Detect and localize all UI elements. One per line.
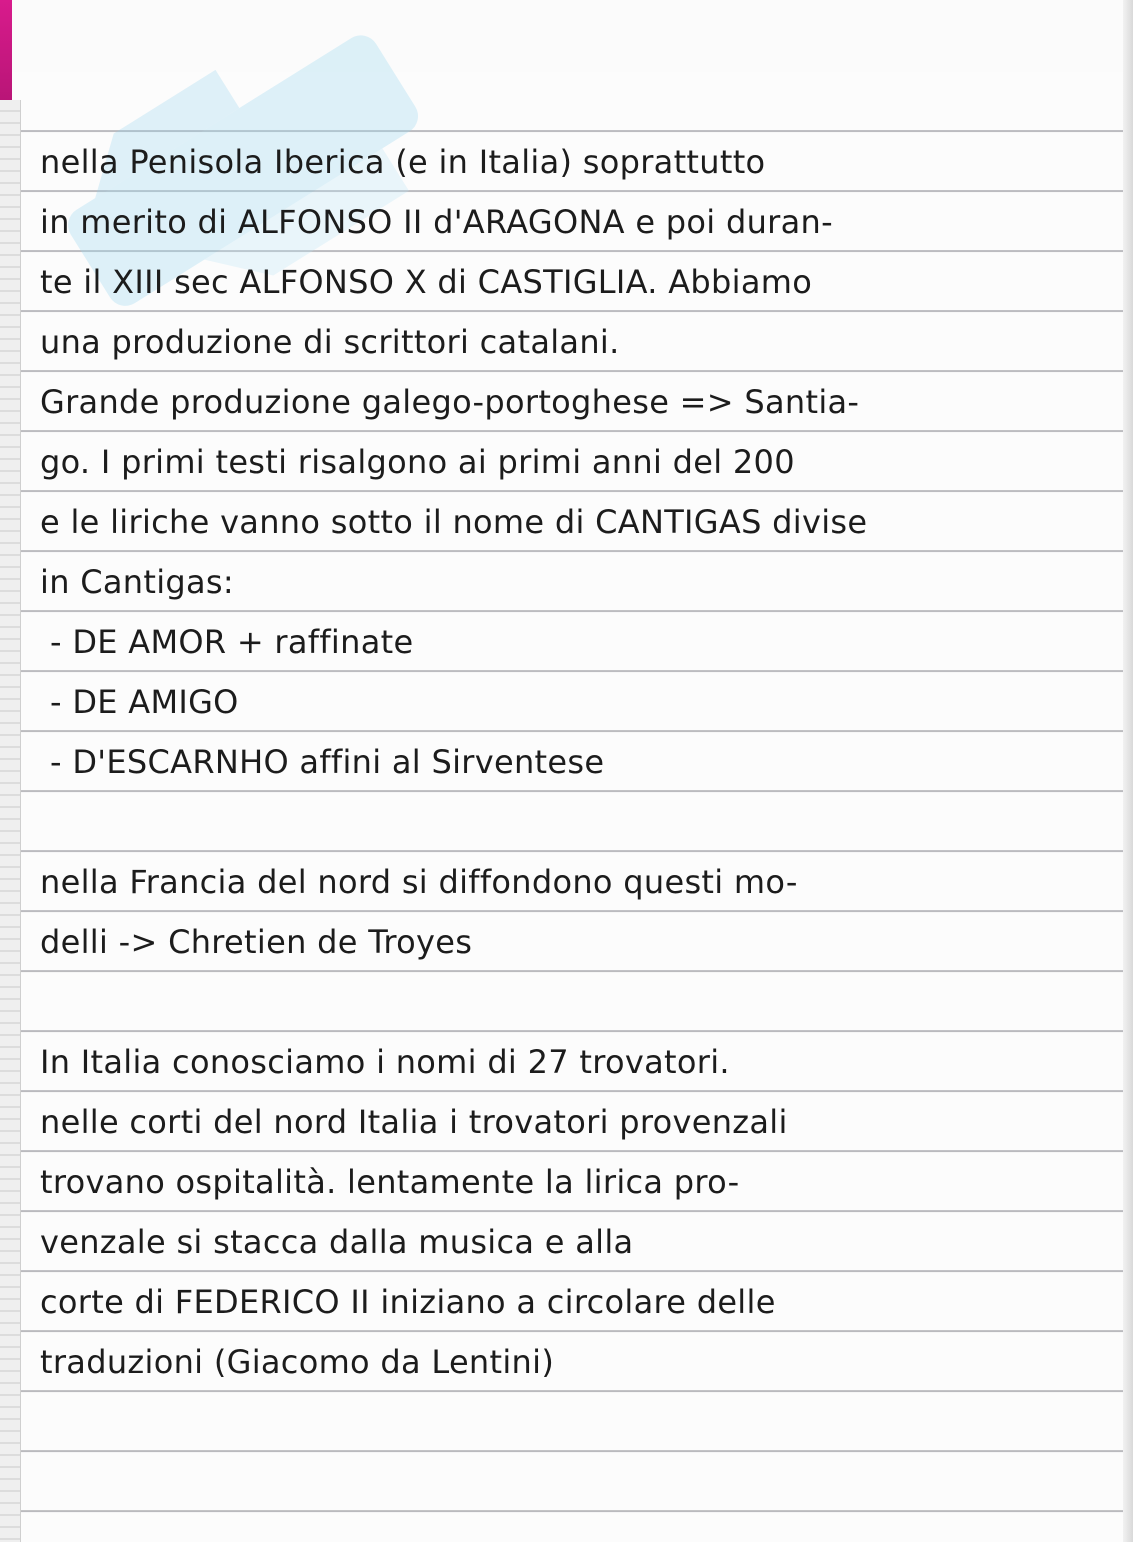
note-line: In Italia conosciamo i nomi di 27 trovatori. [40,1043,730,1081]
note-line: trovano ospitalità. lentamente la lirica pro- [40,1163,740,1201]
list-item: - DE AMOR + raffinate [50,623,414,661]
note-line: una produzione di scrittori catalani. [40,323,620,361]
note-line: Grande produzione galego-portoghese => Santia- [40,383,860,421]
note-line: venzale si stacca dalla musica e alla [40,1223,634,1261]
note-line: in merito di ALFONSO II d'ARAGONA e poi duran- [40,203,833,241]
list-item: - DE AMIGO [50,683,239,721]
note-line: delli -> Chretien de Troyes [40,923,473,961]
note-line: e le liriche vanno sotto il nome di CANTIGAS divise [40,503,868,541]
note-line: te il XIII sec ALFONSO X di CASTIGLIA. Abbiamo [40,263,813,301]
note-line: traduzioni (Giacomo da Lentini) [40,1343,555,1381]
blank-line [40,972,1115,1032]
note-line: nella Francia del nord si diffondono questi mo- [40,863,798,901]
pink-tab-marker [0,0,12,100]
handwritten-notes [40,132,1115,1392]
blank-line [40,792,1115,852]
page-top-margin [0,0,1133,72]
note-line: nelle corti del nord Italia i trovatori provenzali [40,1103,788,1141]
binding-strip [0,100,21,1542]
list-item: - D'ESCARNHO affini al Sirventese [50,743,605,781]
note-line: nella Penisola Iberica (e in Italia) soprattutto [40,143,766,181]
note-line: corte di FEDERICO II iniziano a circolare delle [40,1283,776,1321]
note-line: in Cantigas: [40,563,234,601]
page-right-edge [1123,0,1133,1542]
note-line: go. I primi testi risalgono ai primi anni del 200 [40,443,795,481]
